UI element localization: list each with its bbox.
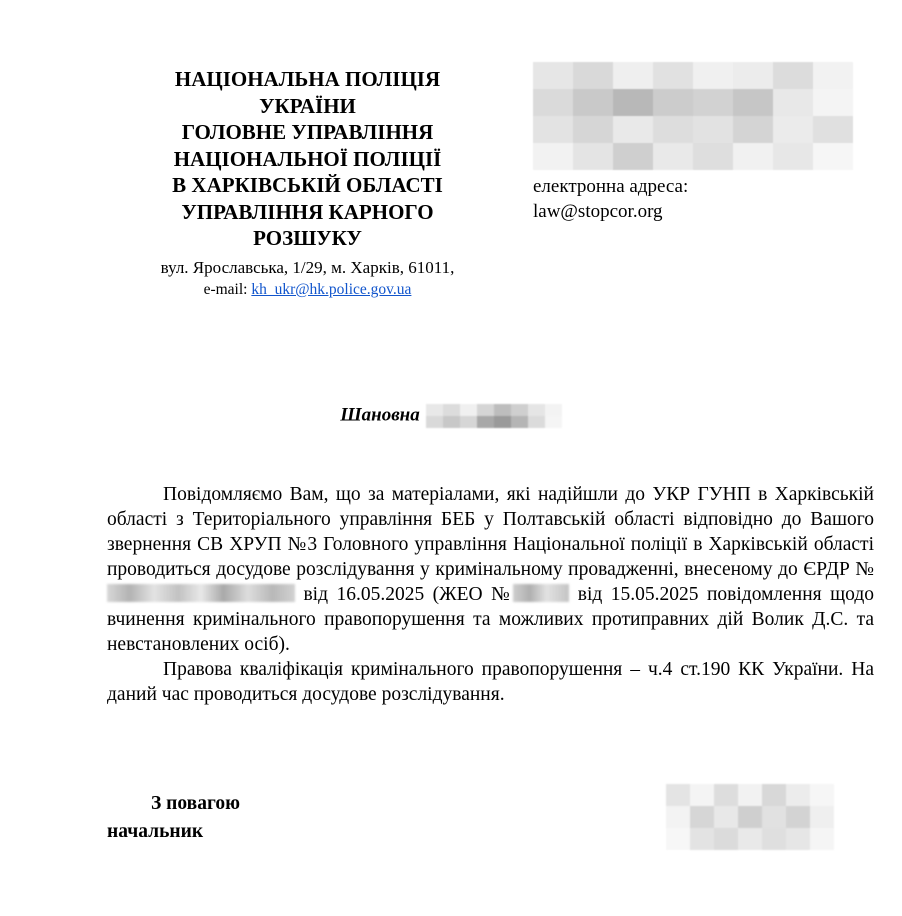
redaction-pixel — [477, 404, 494, 416]
redaction-pixel — [786, 806, 810, 828]
body-text-segment: Повідомляємо Вам, що за матеріалами, які надійшли до УКР ГУНП в Харківській області з Територіального управління БЕБ у Полтавській області відповідно до Вашого звернення СВ ХРУП №3 Головного управління Національної поліції в Харківській області проводиться досудове розслідування у кримінальному провадженні, внесеному до ЄРДР № — [107, 484, 874, 580]
redaction-pixel — [426, 416, 443, 428]
org-email-link[interactable]: kh_ukr@hk.police.gov.ua — [251, 280, 412, 298]
redacted-signatory-name — [666, 784, 834, 850]
redaction-pixel — [545, 404, 562, 416]
org-line: УКРАЇНИ — [259, 93, 356, 118]
redaction-pixel — [714, 828, 738, 850]
redaction-pixel — [773, 89, 813, 116]
redaction-pixel — [653, 143, 693, 170]
redaction-pixel — [810, 828, 834, 850]
org-email-label: e-mail: — [203, 280, 248, 298]
redaction-pixel — [653, 116, 693, 143]
redaction-pixel — [813, 143, 853, 170]
redacted-erdr-number — [107, 584, 295, 602]
body-text-segment: від 15.05.2025 повідомлення щодо вчинення кримінального правопорушення та можливих протиправних дій Волик Д.С. та невстановлених осіб). — [107, 584, 874, 655]
redaction-pixel — [545, 416, 562, 428]
redaction-pixel — [653, 62, 693, 89]
redaction-pixel — [573, 143, 613, 170]
redaction-pixel — [533, 143, 573, 170]
org-line: РОЗШУКУ — [253, 226, 362, 250]
redaction-pixel — [477, 416, 494, 428]
organization-name — [100, 66, 515, 252]
redaction-pixel — [511, 416, 528, 428]
redaction-pixel — [666, 784, 690, 806]
redaction-pixel — [690, 784, 714, 806]
recipient-email: law@stopcor.org — [533, 201, 663, 222]
redaction-pixel — [773, 62, 813, 89]
signatory-title: начальник — [107, 821, 204, 842]
redaction-pixel — [690, 806, 714, 828]
org-address: вул. Ярославська, 1/29, м. Харків, 61011, — [160, 257, 455, 277]
redaction-pixel — [533, 89, 573, 116]
redaction-pixel — [511, 404, 528, 416]
body-paragraph-1 — [107, 482, 874, 657]
redaction-pixel — [786, 828, 810, 850]
org-email-line — [100, 279, 515, 301]
redaction-pixel — [573, 116, 613, 143]
redaction-pixel — [528, 404, 545, 416]
redaction-pixel — [693, 116, 733, 143]
redaction-pixel — [762, 784, 786, 806]
body-paragraph-2: Правова кваліфікація кримінального правопорушення – ч.4 ст.190 КК України. На даний час проводиться досудове розслідування. — [107, 659, 874, 705]
redaction-pixel — [613, 89, 653, 116]
redaction-pixel — [813, 62, 853, 89]
redaction-pixel — [460, 404, 477, 416]
redaction-pixel — [714, 806, 738, 828]
salutation-text: Шановна — [340, 404, 420, 426]
redaction-pixel — [494, 404, 511, 416]
redaction-pixel — [443, 416, 460, 428]
redaction-pixel — [733, 89, 773, 116]
recipient-block — [533, 62, 863, 224]
redaction-pixel — [693, 62, 733, 89]
redacted-zheo-number — [513, 584, 569, 602]
org-line: ГОЛОВНЕ УПРАВЛІННЯ — [181, 120, 434, 144]
redaction-pixel — [426, 404, 443, 416]
redaction-pixel — [733, 62, 773, 89]
redaction-pixel — [762, 828, 786, 850]
redaction-pixel — [494, 416, 511, 428]
org-line: УПРАВЛІННЯ КАРНОГО — [181, 199, 434, 224]
org-line: В ХАРКІВСЬКІЙ ОБЛАСТІ — [172, 173, 443, 197]
redaction-pixel — [738, 806, 762, 828]
redaction-pixel — [613, 116, 653, 143]
redaction-pixel — [533, 116, 573, 143]
redaction-pixel — [813, 89, 853, 116]
redaction-pixel — [528, 416, 545, 428]
org-line: НАЦІОНАЛЬНА ПОЛІЦІЯ — [174, 67, 441, 91]
redacted-addressee-name — [426, 404, 562, 428]
redaction-pixel — [762, 806, 786, 828]
salutation — [0, 404, 902, 428]
redacted-recipient-name — [533, 62, 855, 170]
redaction-pixel — [714, 784, 738, 806]
redaction-pixel — [653, 89, 693, 116]
signature-block — [107, 790, 240, 846]
redaction-pixel — [573, 89, 613, 116]
redaction-pixel — [786, 784, 810, 806]
redaction-pixel — [813, 116, 853, 143]
redaction-pixel — [773, 143, 813, 170]
recipient-email-label: електронна адреса: — [533, 176, 689, 197]
redaction-pixel — [613, 143, 653, 170]
redaction-pixel — [690, 828, 714, 850]
redaction-pixel — [738, 828, 762, 850]
redaction-pixel — [810, 806, 834, 828]
redaction-pixel — [810, 784, 834, 806]
redaction-pixel — [533, 62, 573, 89]
redaction-pixel — [666, 828, 690, 850]
org-line: НАЦІОНАЛЬНОЇ ПОЛІЦІЇ — [173, 146, 442, 171]
redaction-pixel — [693, 89, 733, 116]
redaction-pixel — [460, 416, 477, 428]
redaction-pixel — [738, 784, 762, 806]
redaction-pixel — [693, 143, 733, 170]
redaction-pixel — [573, 62, 613, 89]
redaction-pixel — [733, 143, 773, 170]
letterhead — [100, 66, 515, 301]
redaction-pixel — [666, 806, 690, 828]
redaction-pixel — [773, 116, 813, 143]
letter-body — [107, 482, 874, 707]
redaction-pixel — [443, 404, 460, 416]
redaction-pixel — [613, 62, 653, 89]
body-text-segment: від 16.05.2025 (ЖЕО № — [295, 584, 514, 605]
closing-phrase: З повагою — [151, 793, 240, 814]
redaction-pixel — [733, 116, 773, 143]
